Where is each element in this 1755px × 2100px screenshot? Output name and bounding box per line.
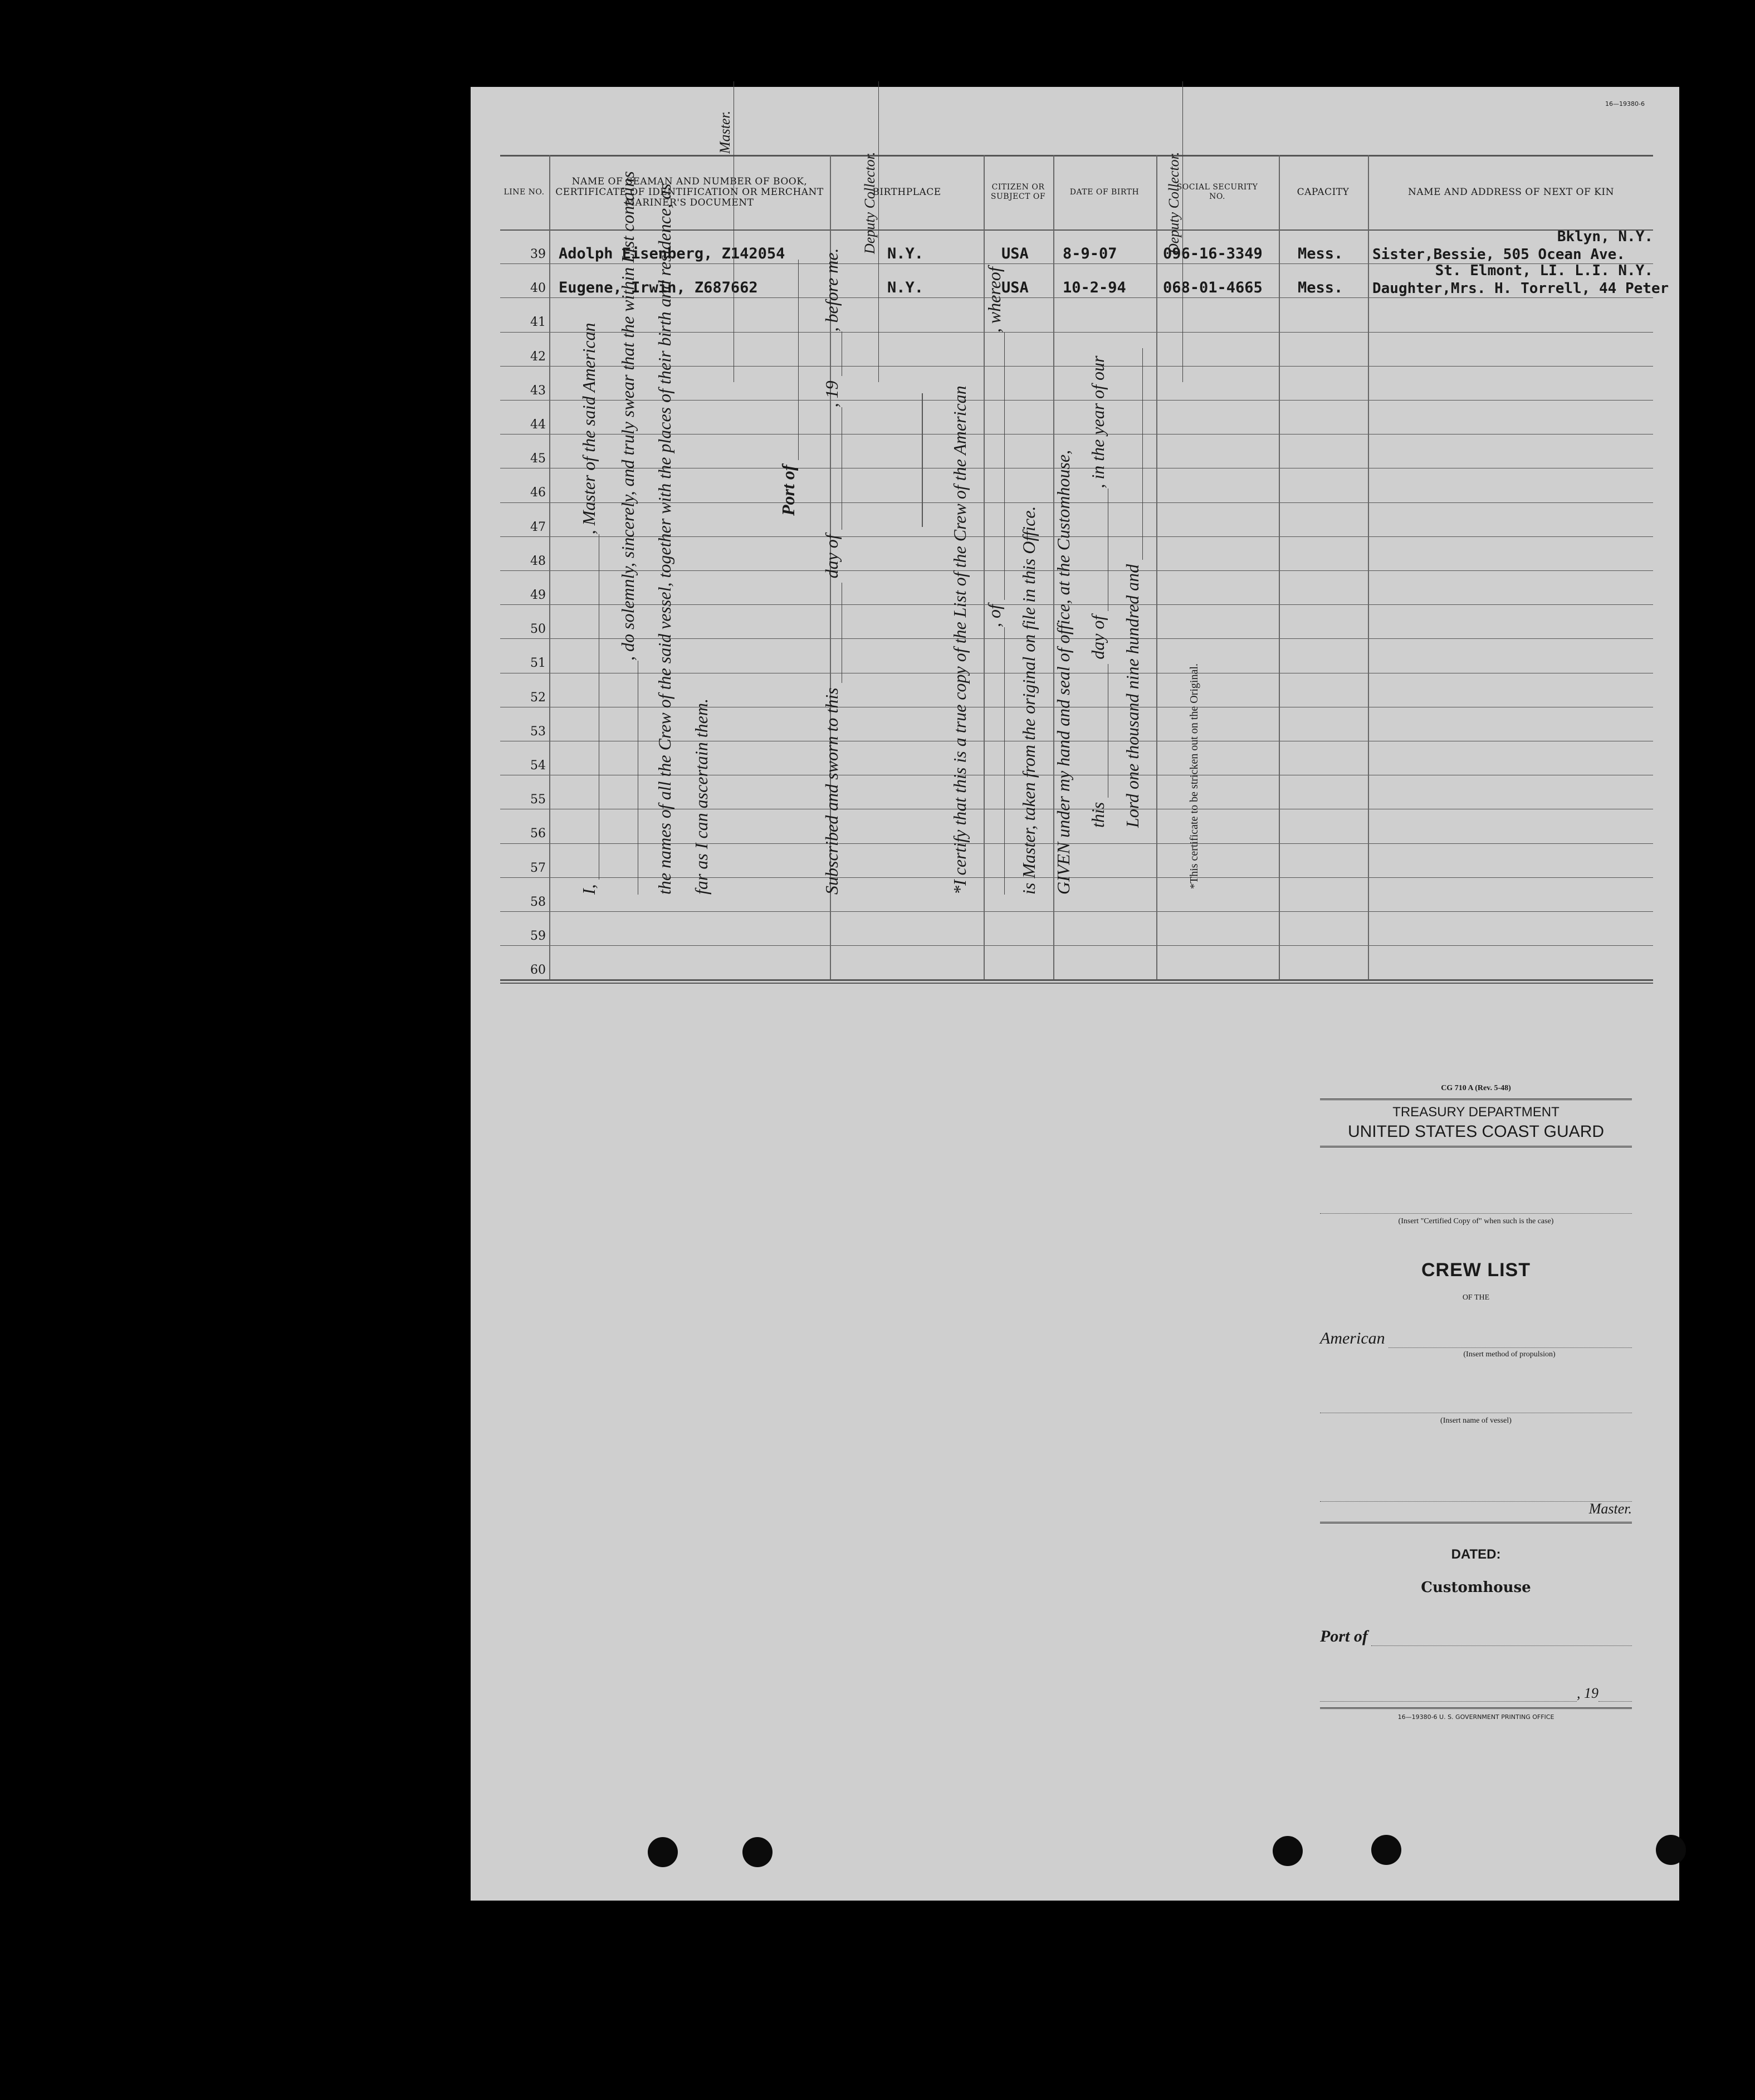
row-rule [500, 911, 1653, 912]
deputy-collector-label-1: Deputy Collector. [862, 152, 878, 254]
ssn-cell: 068-01-4665 [1163, 279, 1263, 297]
cover-american: American [1320, 1329, 1385, 1347]
cover-department: TREASURY DEPARTMENT [1392, 1105, 1560, 1120]
certify-line3: is Master, taken from the original on file in this Office. [1019, 506, 1039, 895]
printer-note: 16—19380-6 U. S. GOVERNMENT PRINTING OFFICE [1397, 1713, 1554, 1721]
header-ssn: SOCIAL SECURITY NO. [1176, 183, 1258, 201]
cover-customhouse: Customhouse [1421, 1579, 1531, 1596]
next-of-kin-address: Bklyn, N.Y. [1557, 228, 1653, 245]
dob-cell: 10-2-94 [1063, 279, 1126, 297]
cover-year: , 19 [1577, 1685, 1598, 1701]
oath-line4: far as I can ascertain them. [691, 699, 711, 895]
port-of-label: Port of [778, 465, 798, 516]
row-rule [500, 979, 1653, 981]
punch-hole [742, 1837, 773, 1867]
oath-line2: , do solemnly, sincerely, and truly swear that the within List contains [618, 171, 638, 661]
master-signature-label: Master. [717, 110, 733, 154]
line-number: 48 [530, 554, 546, 568]
cover-port-of: Port of [1320, 1627, 1368, 1645]
line-number: 60 [530, 963, 546, 978]
capacity-cell: Mess. [1298, 279, 1343, 297]
deputy-signature-line-1 [878, 81, 879, 382]
citizen-cell: USA [1001, 245, 1029, 262]
line-number: 57 [530, 861, 546, 875]
vessel-blank [623, 661, 638, 895]
insert-certified-note: (Insert "Certified Copy of" when such is the case) [1398, 1217, 1554, 1225]
column-rule [1368, 155, 1369, 979]
header-citizen: CITIZEN OR SUBJECT OF [990, 183, 1046, 201]
line-number: 55 [530, 793, 546, 807]
oath-line3: the names of all the Crew of the said vessel, together with the places of their birth and residence, as [654, 183, 674, 895]
punch-hole [1371, 1835, 1401, 1865]
name-cell: Adolph Eisenberg, Z142054 [559, 245, 785, 262]
header-birthplace: BIRTHPLACE [872, 186, 941, 198]
line-number: 50 [530, 622, 546, 637]
line-number: 53 [530, 724, 546, 739]
certify-line4: GIVEN under my hand and seal of office, at the Customhouse, [1053, 450, 1073, 895]
line-number: 58 [530, 895, 546, 909]
line-number: 59 [530, 929, 546, 943]
punch-hole [1273, 1836, 1303, 1866]
line-number: 47 [530, 520, 546, 534]
line-number: 52 [530, 690, 546, 705]
birthplace-cell: N.Y. [887, 245, 924, 262]
vessel-name-line [1320, 1398, 1632, 1413]
line-number: 44 [530, 418, 546, 432]
name-blank [584, 534, 599, 880]
line-number: 45 [530, 452, 546, 466]
line-number: 46 [530, 486, 546, 500]
divider [922, 393, 923, 527]
next-of-kin-address: St. Elmont, LI. L.I. N.Y. [1435, 262, 1653, 280]
column-rule [1279, 155, 1280, 979]
ssn-cell: 096-16-3349 [1163, 245, 1263, 262]
header-name: NAME OF SEAMAN AND NUMBER OF BOOK, CERTIFICATE OF IDENTIFICATION OR MERCHANT MARINER'S DOCUMENT [555, 175, 824, 208]
dob-cell: 8-9-07 [1063, 245, 1117, 262]
capacity-cell: Mess. [1298, 245, 1343, 262]
line-number: 43 [530, 383, 546, 398]
column-rule [549, 155, 550, 979]
cover-of-the: OF THE [1462, 1293, 1490, 1302]
certificate-footnote: *This certificate to be stricken out on the Original. [1188, 663, 1200, 889]
certified-copy-line [1320, 1199, 1632, 1214]
line-number: 56 [530, 827, 546, 841]
certify-line1: *I certify that this is a true copy of the List of the Crew of the American [950, 385, 970, 895]
subscribed-text: Subscribed and sworn to this [822, 687, 842, 895]
insert-vessel-note: (Insert name of vessel) [1440, 1417, 1512, 1425]
line-number: 41 [530, 315, 546, 330]
oath-i: I, [579, 884, 599, 895]
cover-title: CREW LIST [1421, 1259, 1531, 1281]
next-of-kin-name: Daughter,Mrs. H. Torrell, 44 Peter [1372, 280, 1669, 297]
name-cell: Eugene, Irwin, Z687662 [559, 279, 758, 297]
punch-hole [1656, 1835, 1686, 1865]
oath-section: I, , Master of the said American , do solemnly, sincerely, and truly swear that the within List contains the names of all the Crew of the said vessel, together with the places of their birth and residence, as far as I can ascertain them. Master. Port of Subscribed and sworn to this day of , 19 , before me. Deputy Collector. *I certify that this is a true copy of the List of the Crew of the American , of , whereof is Master, taken from the original on file in this Office. GIVEN under my hand and seal of office, at the Customhouse, this day of , in the year of our Lord one thousand nine hundred and Deputy Collector. *This certificate to be stricken out on the Original. [571, 87, 1211, 895]
cover-dated: DATED: [1451, 1547, 1501, 1562]
cover-form-number: CG 710 A (Rev. 5-48) [1441, 1084, 1511, 1092]
cover-panel [1320, 1084, 1632, 1864]
cover-agency: UNITED STATES COAST GUARD [1347, 1122, 1605, 1141]
row-rule [500, 945, 1653, 946]
line-number: 49 [530, 588, 546, 602]
port-blank [784, 260, 799, 460]
deputy-signature-line-2 [1182, 81, 1183, 382]
birthplace-cell: N.Y. [887, 279, 924, 297]
crew-list-sheet [471, 87, 1679, 1901]
header-dob: DATE OF BIRTH [1069, 187, 1140, 197]
header-next-of-kin: NAME AND ADDRESS OF NEXT OF KIN [1408, 186, 1614, 198]
citizen-cell: USA [1001, 279, 1029, 297]
row-rule [500, 983, 1653, 984]
line-number: 39 [530, 247, 546, 261]
form-code: 16—19380-6 [1605, 100, 1645, 108]
header-line-no: LINE NO. [503, 187, 545, 197]
header-capacity: CAPACITY [1297, 186, 1350, 198]
punch-hole [648, 1837, 678, 1867]
cover-master: Master. [1588, 1501, 1632, 1517]
oath-line1: , Master of the said American [579, 323, 599, 535]
deputy-collector-label-2: Deputy Collector. [1166, 152, 1182, 254]
next-of-kin-name: Sister,Bessie, 505 Ocean Ave. [1372, 246, 1625, 263]
line-number: 54 [530, 759, 546, 773]
line-number: 51 [530, 656, 546, 671]
line-number: 42 [530, 349, 546, 364]
master-name-line [1320, 1487, 1632, 1502]
line-number: 40 [530, 281, 546, 296]
insert-propulsion-note: (Insert method of propulsion) [1463, 1350, 1556, 1359]
